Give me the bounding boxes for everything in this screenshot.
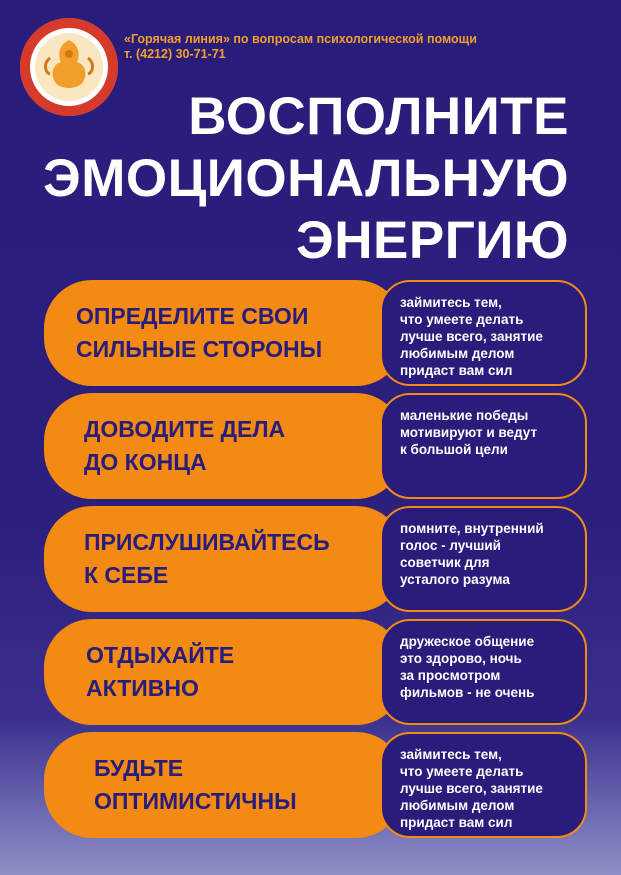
tip-note-line: придаст вам сил: [400, 363, 513, 378]
tip-note: [400, 294, 586, 379]
tip-row: [44, 732, 587, 838]
tip-note-line: дружеское общение: [400, 634, 535, 649]
tip-heading-line: ДОВОДИТЕ ДЕЛА: [84, 416, 286, 442]
tip-heading-line: ОПРЕДЕЛИТЕ СВОИ: [76, 303, 309, 329]
tip-note-line: что умеете делать: [400, 312, 524, 327]
tip-heading: [84, 526, 330, 592]
tip-heading: [76, 300, 322, 366]
tip-note-line: займитесь тем,: [400, 295, 502, 310]
tip-heading-line: К СЕБЕ: [84, 562, 169, 588]
tip-heading: [94, 752, 297, 818]
tip-heading: [84, 413, 285, 479]
tip-row: [44, 619, 587, 725]
tip-note: [400, 633, 586, 701]
tip-note: [400, 520, 586, 588]
tip-heading-pill: [44, 393, 404, 499]
tip-heading-line: БУДЬТЕ: [94, 755, 184, 781]
tip-note-line: голос - лучший: [400, 538, 501, 553]
tip-note: [400, 746, 586, 831]
tip-note: [400, 407, 586, 458]
hotline-text: «Горячая линия» по вопросам психологической помощи: [124, 32, 477, 46]
tip-heading-pill: [44, 619, 404, 725]
tip-note-box: [380, 619, 587, 725]
tip-note-line: придаст вам сил: [400, 815, 513, 830]
tip-heading-line: ОПТИМИСТИЧНЫ: [94, 788, 297, 814]
tip-heading-pill: [44, 732, 404, 838]
tip-note-line: советчик для: [400, 555, 490, 570]
tip-note-line: помните, внутренний: [400, 521, 544, 536]
tip-row: [44, 280, 587, 386]
tip-note-line: к большой цели: [400, 442, 508, 457]
tip-note-line: это здорово, ночь: [400, 651, 522, 666]
tip-note-box: [380, 393, 587, 499]
title-line-3: ЭНЕРГИЮ: [296, 211, 569, 270]
tip-row: [44, 393, 587, 499]
hotline-info: [124, 32, 477, 62]
tip-row: [44, 506, 587, 612]
tip-note-line: за просмотром: [400, 668, 501, 683]
tip-note-line: что умеете делать: [400, 764, 524, 779]
page-title: [43, 86, 569, 272]
tip-note-box: [380, 732, 587, 838]
tip-note-box: [380, 506, 587, 612]
tip-note-line: лучше всего, занятие: [400, 781, 543, 796]
tip-heading-line: СИЛЬНЫЕ СТОРОНЫ: [76, 336, 323, 362]
title-line-2: ЭМОЦИОНАЛЬНУЮ: [43, 149, 569, 208]
tip-note-line: маленькие победы: [400, 408, 529, 423]
title-line-1: ВОСПОЛНИТЕ: [188, 87, 569, 146]
tip-note-line: лучше всего, занятие: [400, 329, 543, 344]
tip-note-line: любимым делом: [400, 798, 515, 813]
hotline-phone: т. (4212) 30-71-71: [124, 47, 226, 61]
tip-note-line: мотивируют и ведут: [400, 425, 538, 440]
tip-heading-line: ОТДЫХАЙТЕ: [86, 642, 235, 668]
tip-note-box: [380, 280, 587, 386]
tip-heading-line: АКТИВНО: [86, 675, 199, 701]
tip-note-line: любимым делом: [400, 346, 515, 361]
tip-heading: [86, 639, 234, 705]
tip-note-line: усталого разума: [400, 572, 510, 587]
tip-note-line: займитесь тем,: [400, 747, 502, 762]
tip-heading-pill: [44, 506, 404, 612]
tip-heading-pill: [44, 280, 404, 386]
tip-note-line: фильмов - не очень: [400, 685, 535, 700]
tip-heading-line: ПРИСЛУШИВАЙТЕСЬ: [84, 529, 330, 555]
tip-heading-line: ДО КОНЦА: [84, 449, 207, 475]
